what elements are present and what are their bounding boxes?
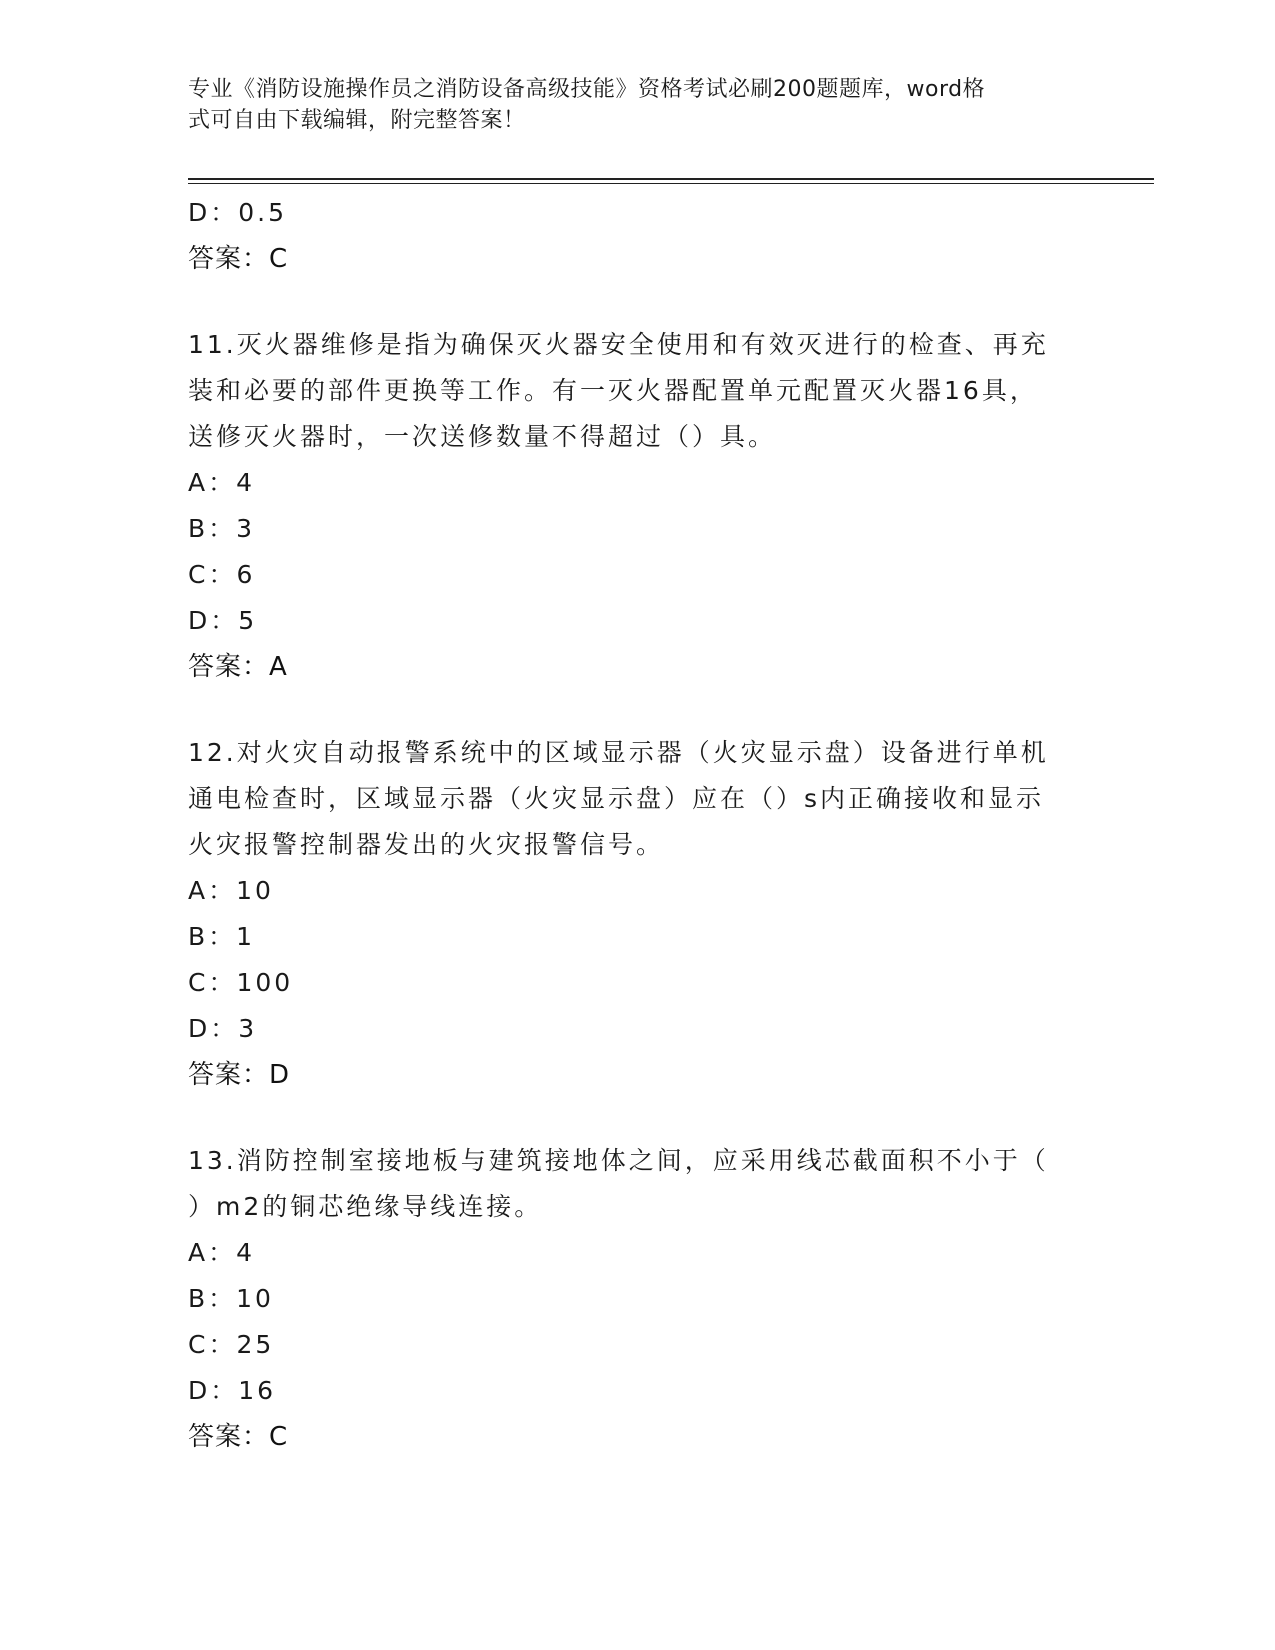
option-c: C：25	[188, 1330, 275, 1359]
option-a: A：4	[188, 1238, 256, 1267]
header-line-2: 式可自由下载编辑，附完整答案！	[188, 108, 526, 133]
option-d: D：16	[188, 1376, 277, 1405]
answer-line: 答案：A	[188, 652, 288, 682]
option-d: D：3	[188, 1014, 258, 1043]
option-c: C：100	[188, 968, 294, 997]
option-c: C：6	[188, 560, 256, 589]
header-rule-thick	[188, 178, 1154, 180]
question-stem-line: 火灾报警控制器发出的火灾报警信号。	[188, 830, 665, 859]
question-stem-line: ）m2的铜芯绝缘导线连接。	[188, 1192, 543, 1221]
question-stem-line: 装和必要的部件更换等工作。有一灭火器配置单元配置灭火器16具，	[188, 376, 1038, 405]
option-a: A：4	[188, 468, 256, 497]
option-b: B：1	[188, 922, 256, 951]
question-13	[188, 1138, 1088, 1460]
question-11	[188, 322, 1088, 690]
question-content	[188, 190, 1088, 1460]
option-d: D：0.5	[188, 198, 288, 227]
answer-line: 答案：C	[188, 1422, 289, 1452]
option-d: D：5	[188, 606, 258, 635]
spacer	[188, 1098, 1088, 1138]
question-stem-line: 通电检查时，区域显示器（火灾显示盘）应在（）s内正确接收和显示	[188, 784, 1045, 813]
question-stem-line: 13.消防控制室接地板与建筑接地体之间，应采用线芯截面积不小于（	[188, 1146, 1049, 1175]
header-line-1: 专业《消防设施操作员之消防设备高级技能》资格考试必刷200题题库，word格	[188, 77, 986, 102]
option-b: B：3	[188, 514, 256, 543]
spacer	[188, 282, 1088, 322]
answer-line: 答案：C	[188, 244, 289, 274]
page-header	[188, 74, 1078, 136]
previous-question-tail	[188, 190, 1088, 282]
question-stem-line: 12.对火灾自动报警系统中的区域显示器（火灾显示盘）设备进行单机	[188, 738, 1049, 767]
option-a: A：10	[188, 876, 274, 905]
question-12	[188, 730, 1088, 1098]
question-stem-line: 送修灭火器时，一次送修数量不得超过（）具。	[188, 422, 777, 451]
spacer	[188, 690, 1088, 730]
answer-line: 答案：D	[188, 1060, 291, 1090]
question-stem-line: 11.灭火器维修是指为确保灭火器安全使用和有效灭进行的检查、再充	[188, 330, 1049, 359]
header-rule-thin	[188, 183, 1154, 184]
option-b: B：10	[188, 1284, 274, 1313]
